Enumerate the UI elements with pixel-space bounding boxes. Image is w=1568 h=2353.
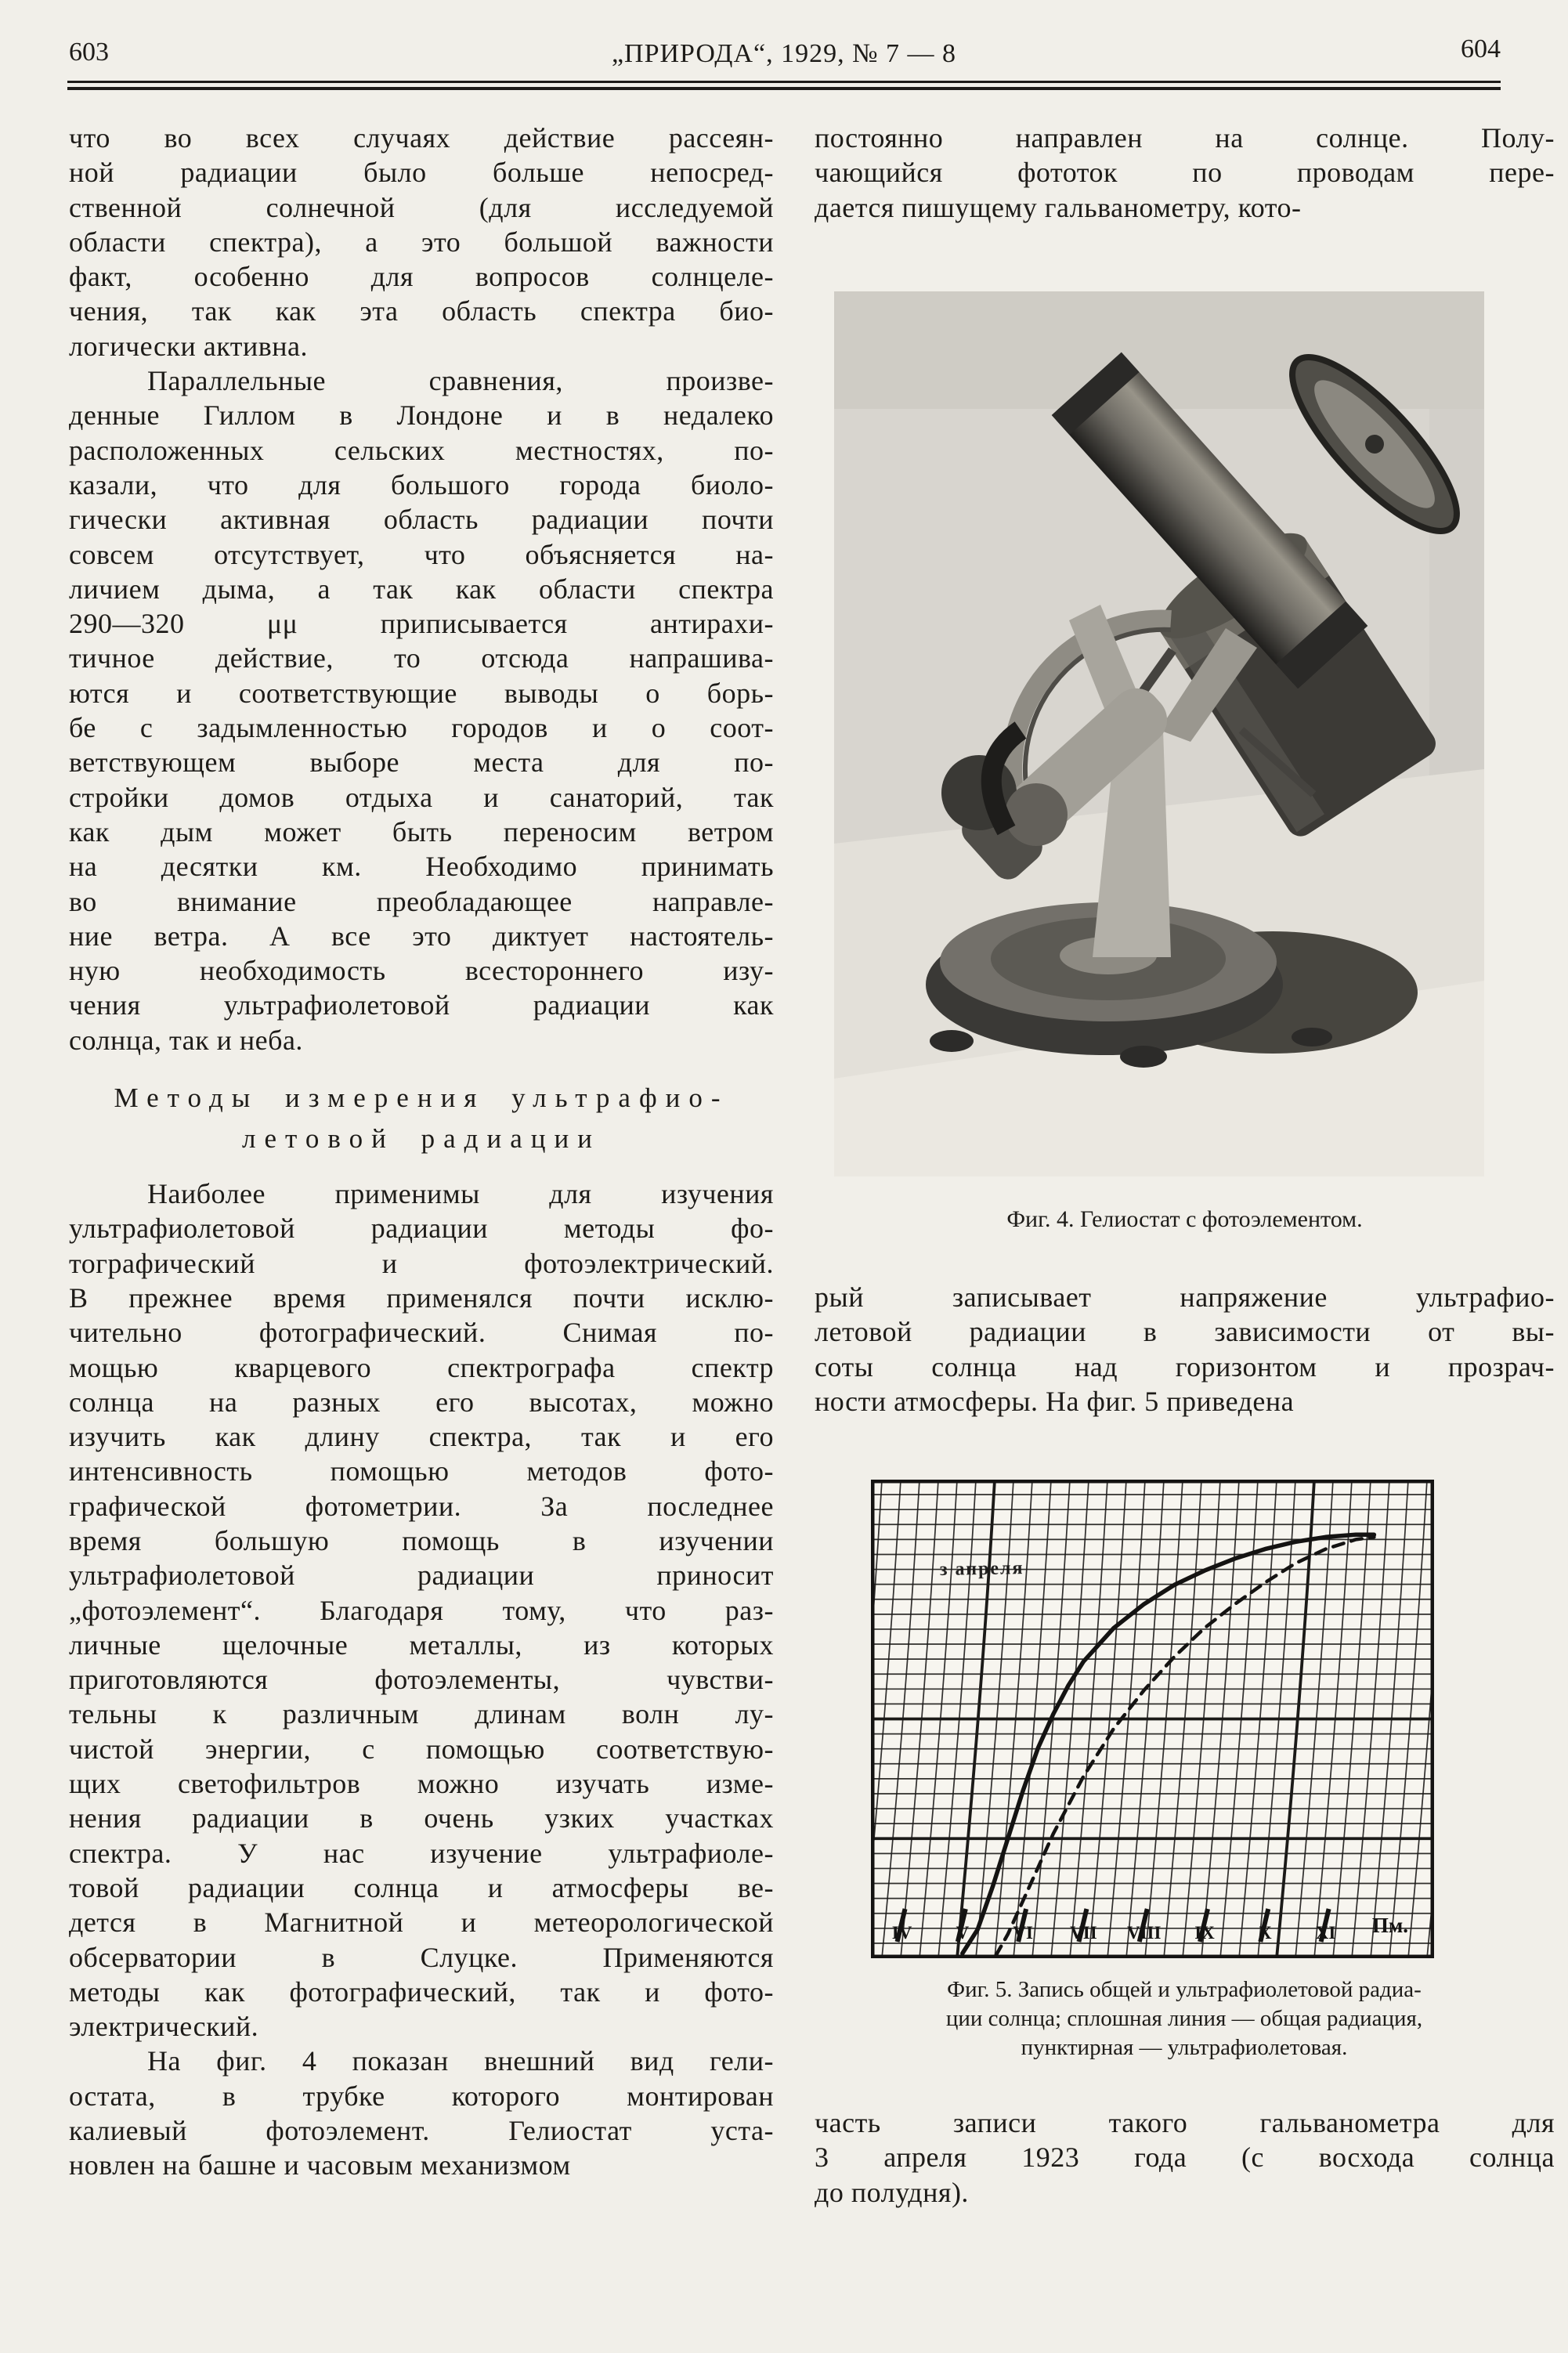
paragraph <box>69 1176 774 2044</box>
text-line: казали, что для большого города биоло- <box>69 468 774 501</box>
paragraph <box>69 2044 774 2182</box>
text-line: факт, особенно для вопросов солнцеле- <box>69 261 774 293</box>
text-line: совсем отсутствует, что объясняется на- <box>69 538 774 570</box>
text-line: ную необходимость всестороннего изу- <box>69 955 774 987</box>
svg-text:VIII: VIII <box>1126 1923 1162 1943</box>
fig5-caption-line: Фиг. 5. Запись общей и ультрафиолетовой радиа- <box>947 1977 1422 2002</box>
text-line: рый записывает напряжение ультрафио- <box>815 1281 1555 1313</box>
text-line: калиевый фотоэлемент. Гелиостат уста- <box>69 2115 774 2147</box>
fig5-caption <box>824 1975 1545 2062</box>
text-line: солнца, так и неба. <box>69 1024 303 1056</box>
svg-text:IV: IV <box>891 1923 912 1943</box>
text-line: На фиг. 4 показан внешний вид гели- <box>147 2045 774 2077</box>
text-line: спектра. У нас изучение ультрафиоле- <box>69 1837 774 1869</box>
svg-text:VII: VII <box>1070 1923 1097 1943</box>
text-line: бе с задымленностью городов и о соот- <box>69 712 774 744</box>
text-line: 290—320 μμ приписывается антирахи- <box>69 608 774 640</box>
text-line: нения радиации в очень узких участках <box>69 1802 774 1834</box>
fig5-caption-line: ции солнца; сплошная линия — общая радиация, <box>945 2006 1423 2031</box>
text-line: электрический. <box>69 2011 259 2043</box>
svg-text:VI: VI <box>1013 1923 1033 1943</box>
fig4-photo <box>834 291 1484 1176</box>
svg-text:Пм.: Пм. <box>1371 1914 1408 1937</box>
text-line: мощью кварцевого спектрографа спектр <box>69 1351 774 1383</box>
section-heading <box>69 1078 774 1159</box>
text-line: тографический и фотоэлектрический. <box>69 1247 774 1279</box>
text-line: дается пишущему гальванометру, кото- <box>815 191 1302 223</box>
text-line: летовой радиации в зависимости от вы- <box>815 1316 1555 1348</box>
text-line: личием дыма, а так как области спектра <box>69 573 774 605</box>
text-line: новлен на башне и часовым механизмом <box>69 2149 571 2181</box>
text-line: Параллельные сравнения, произве- <box>147 365 774 397</box>
text-line: обсерватории в Слуцке. Применяются <box>69 1941 774 1973</box>
text-line: чающийся фототок по проводам пере- <box>815 157 1555 189</box>
text-line: во внимание преобладающее направле- <box>69 885 774 917</box>
text-line: Наиболее применимы для изучения <box>147 1178 774 1210</box>
paragraph <box>69 121 774 363</box>
text-line: 3 апреля 1923 года (с восхода солнца <box>815 2142 1555 2174</box>
text-line: В прежнее время применялся почти исклю- <box>69 1281 774 1314</box>
text-line: товой радиации солнца и атмосферы ве- <box>69 1871 774 1903</box>
text-line: приготовляются фотоэлементы, чувстви- <box>69 1664 774 1696</box>
text-line: графической фотометрии. За последнее <box>69 1490 774 1522</box>
paragraph <box>815 2105 1555 2210</box>
text-line: гически активная область радиации почти <box>69 504 774 536</box>
text-line: „фотоэлемент“. Благодаря тому, что раз- <box>69 1594 774 1626</box>
text-line: на десятки км. Необходимо принимать <box>69 851 774 883</box>
text-line: изучить как длину спектра, так и его <box>69 1421 774 1453</box>
text-line: до полудня). <box>815 2176 969 2208</box>
text-line: ультрафиолетовой радиации приносит <box>69 1560 774 1592</box>
page-header <box>0 34 1568 78</box>
text-line: логически активна. <box>69 330 308 362</box>
svg-text:X: X <box>1258 1923 1272 1943</box>
text-line: часть записи такого гальванометра для <box>815 2107 1555 2138</box>
journal-title: „ПРИРОДА“, 1929, № 7 — 8 <box>611 39 957 68</box>
chart-date-stamp: з апреля <box>939 1558 1024 1580</box>
right-column-top-paragraph <box>815 121 1555 225</box>
section-heading-line: летовой радиации <box>242 1123 601 1155</box>
text-line: стройки домов отдыха и санаторий, так <box>69 781 774 813</box>
text-line: как дым может быть переносим ветром <box>69 815 774 848</box>
text-line: остата, в трубке которого монтирован <box>69 2080 774 2112</box>
text-line: личные щелочные металлы, из которых <box>69 1628 774 1661</box>
text-line: ности атмосферы. На фиг. 5 приведена <box>815 1385 1295 1417</box>
text-line: расположенных сельских местностях, по- <box>69 434 774 466</box>
paragraph <box>815 121 1555 225</box>
right-column-bottom-paragraph <box>815 2105 1555 2210</box>
svg-text:V: V <box>956 1923 970 1943</box>
section-heading-line: Методы измерения ультрафио- <box>114 1083 729 1114</box>
text-line: чения ультрафиолетовой радиации как <box>69 989 774 1021</box>
fig5-chart <box>871 1480 1434 1958</box>
paragraph <box>815 1280 1555 1419</box>
text-line: методы как фотографический, так и фото- <box>69 1975 774 2008</box>
text-line: интенсивность помощью методов фото- <box>69 1455 774 1487</box>
fig5-caption-line: пунктирная — ультрафиолетовая. <box>1021 2035 1348 2060</box>
text-line: соты солнца над горизонтом и прозрач- <box>815 1350 1555 1383</box>
text-line: что во всех случаях действие рассеян- <box>69 122 774 154</box>
text-line: ной радиации было больше непосред- <box>69 157 774 189</box>
text-line: ветствующем выборе места для по- <box>69 746 774 779</box>
left-column <box>69 121 774 2183</box>
text-line: денные Гиллом в Лондоне и в недалеко <box>69 399 774 432</box>
svg-text:IX: IX <box>1194 1923 1215 1943</box>
text-line: солнца на разных его высотах, можно <box>69 1386 774 1418</box>
left-page-number: 603 <box>69 38 109 67</box>
text-line: дется в Магнитной и метеорологической <box>69 1907 774 1939</box>
text-line: ультрафиолетовой радиации методы фо- <box>69 1213 774 1245</box>
text-line: ются и соответствующие выводы о борь- <box>69 677 774 709</box>
paragraph <box>69 363 774 1057</box>
text-line: ственной солнечной (для исследуемой <box>69 191 774 223</box>
text-line: постоянно направлен на солнце. Полу- <box>815 122 1555 154</box>
text-line: время большую помощь в изучении <box>69 1524 774 1556</box>
text-line: чения, так как эта область спектра био- <box>69 295 774 327</box>
right-column-mid-paragraph <box>815 1280 1555 1419</box>
text-line: тельны к различным длинам волн лу- <box>69 1698 774 1730</box>
text-line: чистой энергии, с помощью соответствую- <box>69 1733 774 1765</box>
fig4-caption: Фиг. 4. Гелиостат с фотоэлементом. <box>1006 1206 1363 1232</box>
text-line: области спектра), а это большой важности <box>69 226 774 258</box>
text-line: щих светофильтров можно изучать изме- <box>69 1768 774 1800</box>
text-line: ние ветра. А все это диктует настоятель- <box>69 920 774 952</box>
svg-text:XI: XI <box>1315 1923 1336 1943</box>
text-line: тичное действие, то отсюда напрашива- <box>69 642 774 674</box>
text-line: чительно фотографический. Снимая по- <box>69 1317 774 1349</box>
header-rule-top <box>67 81 1501 83</box>
header-rule-bottom <box>67 87 1501 90</box>
right-page-number: 604 <box>1461 34 1501 63</box>
